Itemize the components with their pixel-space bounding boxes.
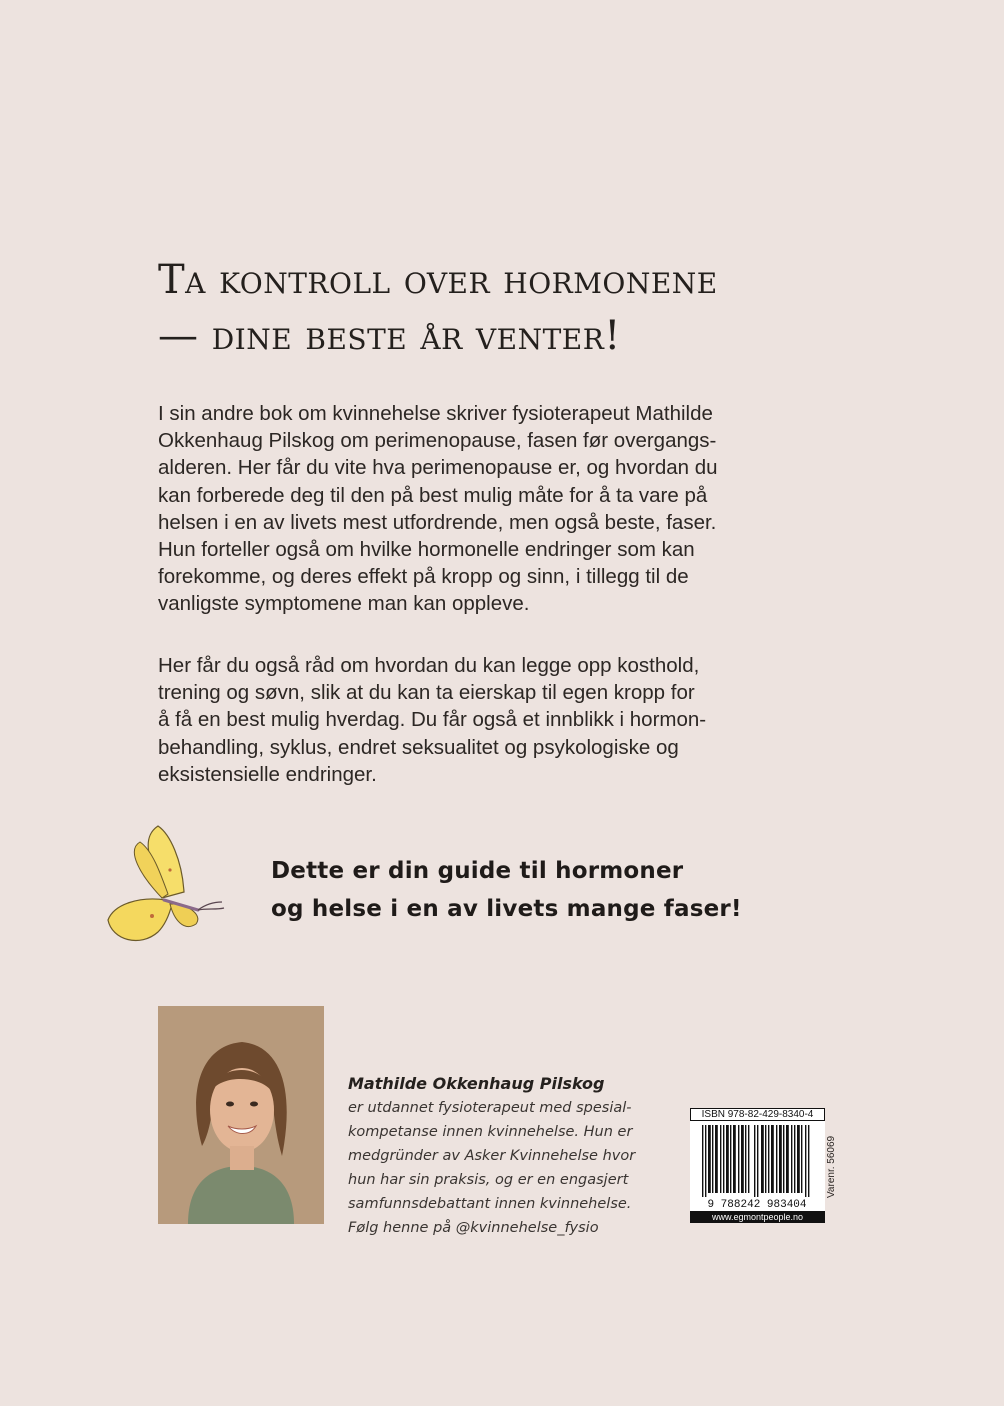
intro-line: Okkenhaug Pilskog om perimenopause, fasen før overgangs- <box>158 429 717 453</box>
intro-line: alderen. Her får du vite hva perimenopause er, og hvordan du <box>158 456 718 480</box>
bio-line: hun har sin praksis, og er en engasjert <box>348 1172 629 1188</box>
item-number: Varenr. 56069 <box>826 1135 837 1199</box>
author-photo <box>158 1006 324 1224</box>
bio-line: samfunnsdebattant innen kvinnehelse. <box>348 1196 632 1212</box>
advice-line: å få en best mulig hverdag. Du får også et innblikk i hormon- <box>158 708 707 732</box>
bio-line: er utdannet fysioterapeut med spesial- <box>348 1100 632 1116</box>
isbn-barcode <box>690 1108 825 1226</box>
intro-line: I sin andre bok om kvinnehelse skriver fysioterapeut Mathilde <box>158 402 713 425</box>
advice-line: trening og søvn, slik at du kan ta eierskap til egen kropp for <box>158 681 695 705</box>
headline-line-1: Ta kontroll over hormonene <box>158 257 718 303</box>
bio-line: kompetanse innen kvinnehelse. Hun er <box>348 1124 633 1140</box>
advice-line: eksistensielle endringer. <box>158 762 377 786</box>
back-cover-headline <box>158 252 858 364</box>
barcode-digits: 9 788242 983404 <box>707 1199 807 1211</box>
intro-line: helsen i en av livets mest utfordrende, men også beste, faser. <box>158 510 717 534</box>
author-name: Mathilde Okkenhaug Pilskog <box>348 1074 605 1093</box>
intro-line: Hun forteller også om hvilke hormonelle endringer som kan <box>158 538 695 562</box>
advice-line: behandling, syklus, endret seksualitet og psykologiske og <box>158 735 679 759</box>
butterfly-illustration <box>100 820 235 955</box>
barcode-bars <box>690 1121 825 1211</box>
headline-line-2: — dine beste år venter! <box>158 313 621 359</box>
intro-line: kan forberede deg til den på best mulig måte for å ta vare på <box>158 483 708 507</box>
bio-line: medgründer av Asker Kvinnehelse hvor <box>348 1148 636 1164</box>
guide-tagline <box>271 852 742 928</box>
isbn-number: ISBN 978-82-429-8340-4 <box>690 1108 825 1121</box>
advice-paragraph <box>158 652 798 788</box>
author-bio <box>348 1072 635 1240</box>
intro-line: vanligste symptomene man kan oppleve. <box>158 592 530 616</box>
bio-line: Følg henne på @kvinnehelse_fysio <box>348 1220 599 1236</box>
intro-line: forekomme, og deres effekt på kropp og sinn, i tillegg til de <box>158 565 689 589</box>
guide-line-2: og helse i en av livets mange faser! <box>271 896 742 922</box>
guide-line-1: Dette er din guide til hormoner <box>271 858 684 884</box>
advice-line: Her får du også råd om hvordan du kan legge opp kosthold, <box>158 654 700 677</box>
intro-paragraph <box>158 400 798 618</box>
publisher-website: www.egmontpeople.no <box>690 1211 825 1223</box>
